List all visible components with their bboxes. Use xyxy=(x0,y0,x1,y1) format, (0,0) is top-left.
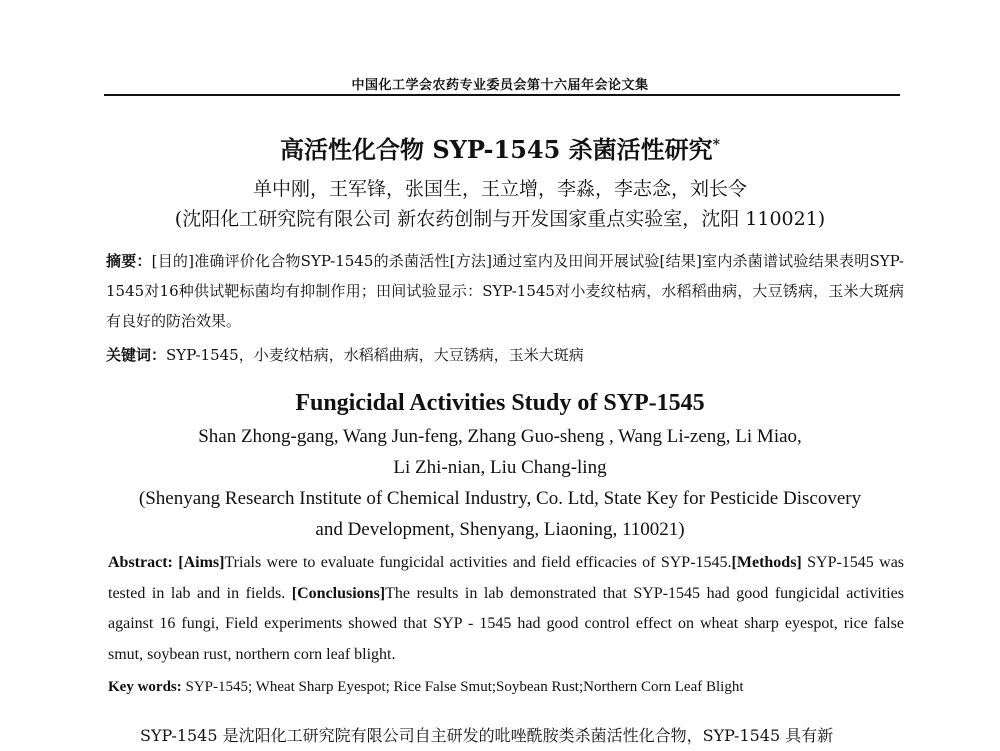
english-authors-line1: Shan Zhong-gang, Wang Jun-feng, Zhang Guo-sheng , Wang Li-zeng, Li Miao, xyxy=(198,426,802,447)
chinese-abstract xyxy=(106,246,904,336)
chinese-keywords-text: SYP-1545，小麦纹枯病，水稻稻曲病，大豆锈病，玉米大斑病 xyxy=(166,346,584,364)
aims-text: Trials were to evaluate fungicidal activities and field efficacies of SYP-1545. xyxy=(224,554,732,571)
chinese-keywords xyxy=(106,340,904,370)
chinese-abstract-text: [目的]准确评价化合物SYP-1545的杀菌活性[方法]通过室内及田间开展试验[结果]室内杀菌谱试验结果表明SYP-1545对16种供试靶标菌均有抑制作用；田间试验显示：SYP-1545对小麦纹枯病，水稻稻曲病，大豆锈病，玉米大斑病有良好的防治效果。 xyxy=(106,252,904,330)
english-authors-line2: Li Zhi-nian, Liu Chang-ling xyxy=(393,457,607,478)
chinese-keywords-label: 关键词： xyxy=(106,346,167,364)
chinese-title xyxy=(0,130,1000,165)
conclusions-label: [Conclusions] xyxy=(291,584,386,602)
english-abstract xyxy=(108,548,904,670)
english-keywords-label: Key words: xyxy=(108,679,182,695)
chinese-authors: 单中刚，王军锋，张国生，王立增，李淼，李志念，刘长令 xyxy=(252,178,747,200)
conclusions-text: The results in lab demonstrated that SYP-1545 had good fungicidal activities against 16 fungi, Field experiments showed that SYP - 1545 had good control effect on wheat sharp eyespot, rice false smut, soybean rust, northern corn leaf blight. xyxy=(108,584,904,663)
header-rule xyxy=(104,94,900,96)
english-affiliation-line1: (Shenyang Research Institute of Chemical Industry, Co. Ltd, State Key for Pesticide Discovery xyxy=(138,488,862,509)
running-head: 中国化工学会农药专业委员会第十六届年会论文集 xyxy=(351,78,649,93)
english-affiliation-line2: and Development, Shenyang, Liaoning, 110021) xyxy=(315,519,685,540)
methods-text: SYP-1545 was tested in lab and in fields. xyxy=(108,554,905,602)
body-text-start: SYP-1545 是沈阳化工研究院有限公司自主研发的吡唑酰胺类杀菌活性化合物，SYP-1545 具有新 xyxy=(140,726,834,745)
chinese-affiliation: (沈阳化工研究院有限公司 新农药创制与开发国家重点实验室，沈阳 110021) xyxy=(174,208,826,230)
english-title: Fungicidal Activities Study of SYP-1545 xyxy=(295,390,705,416)
chinese-title-text: 高活性化合物 SYP-1545 杀菌活性研究 xyxy=(280,135,713,164)
english-keywords xyxy=(108,673,904,701)
title-footnote-mark: * xyxy=(712,137,720,153)
english-abstract-label: Abstract: xyxy=(108,554,173,571)
aims-label: [Aims] xyxy=(178,554,225,571)
english-keywords-text: SYP-1545; Wheat Sharp Eyespot; Rice False Smut;Soybean Rust;Northern Corn Leaf Blight xyxy=(181,679,744,695)
methods-label: [Methods] xyxy=(731,554,802,571)
chinese-abstract-label: 摘要： xyxy=(106,252,152,270)
